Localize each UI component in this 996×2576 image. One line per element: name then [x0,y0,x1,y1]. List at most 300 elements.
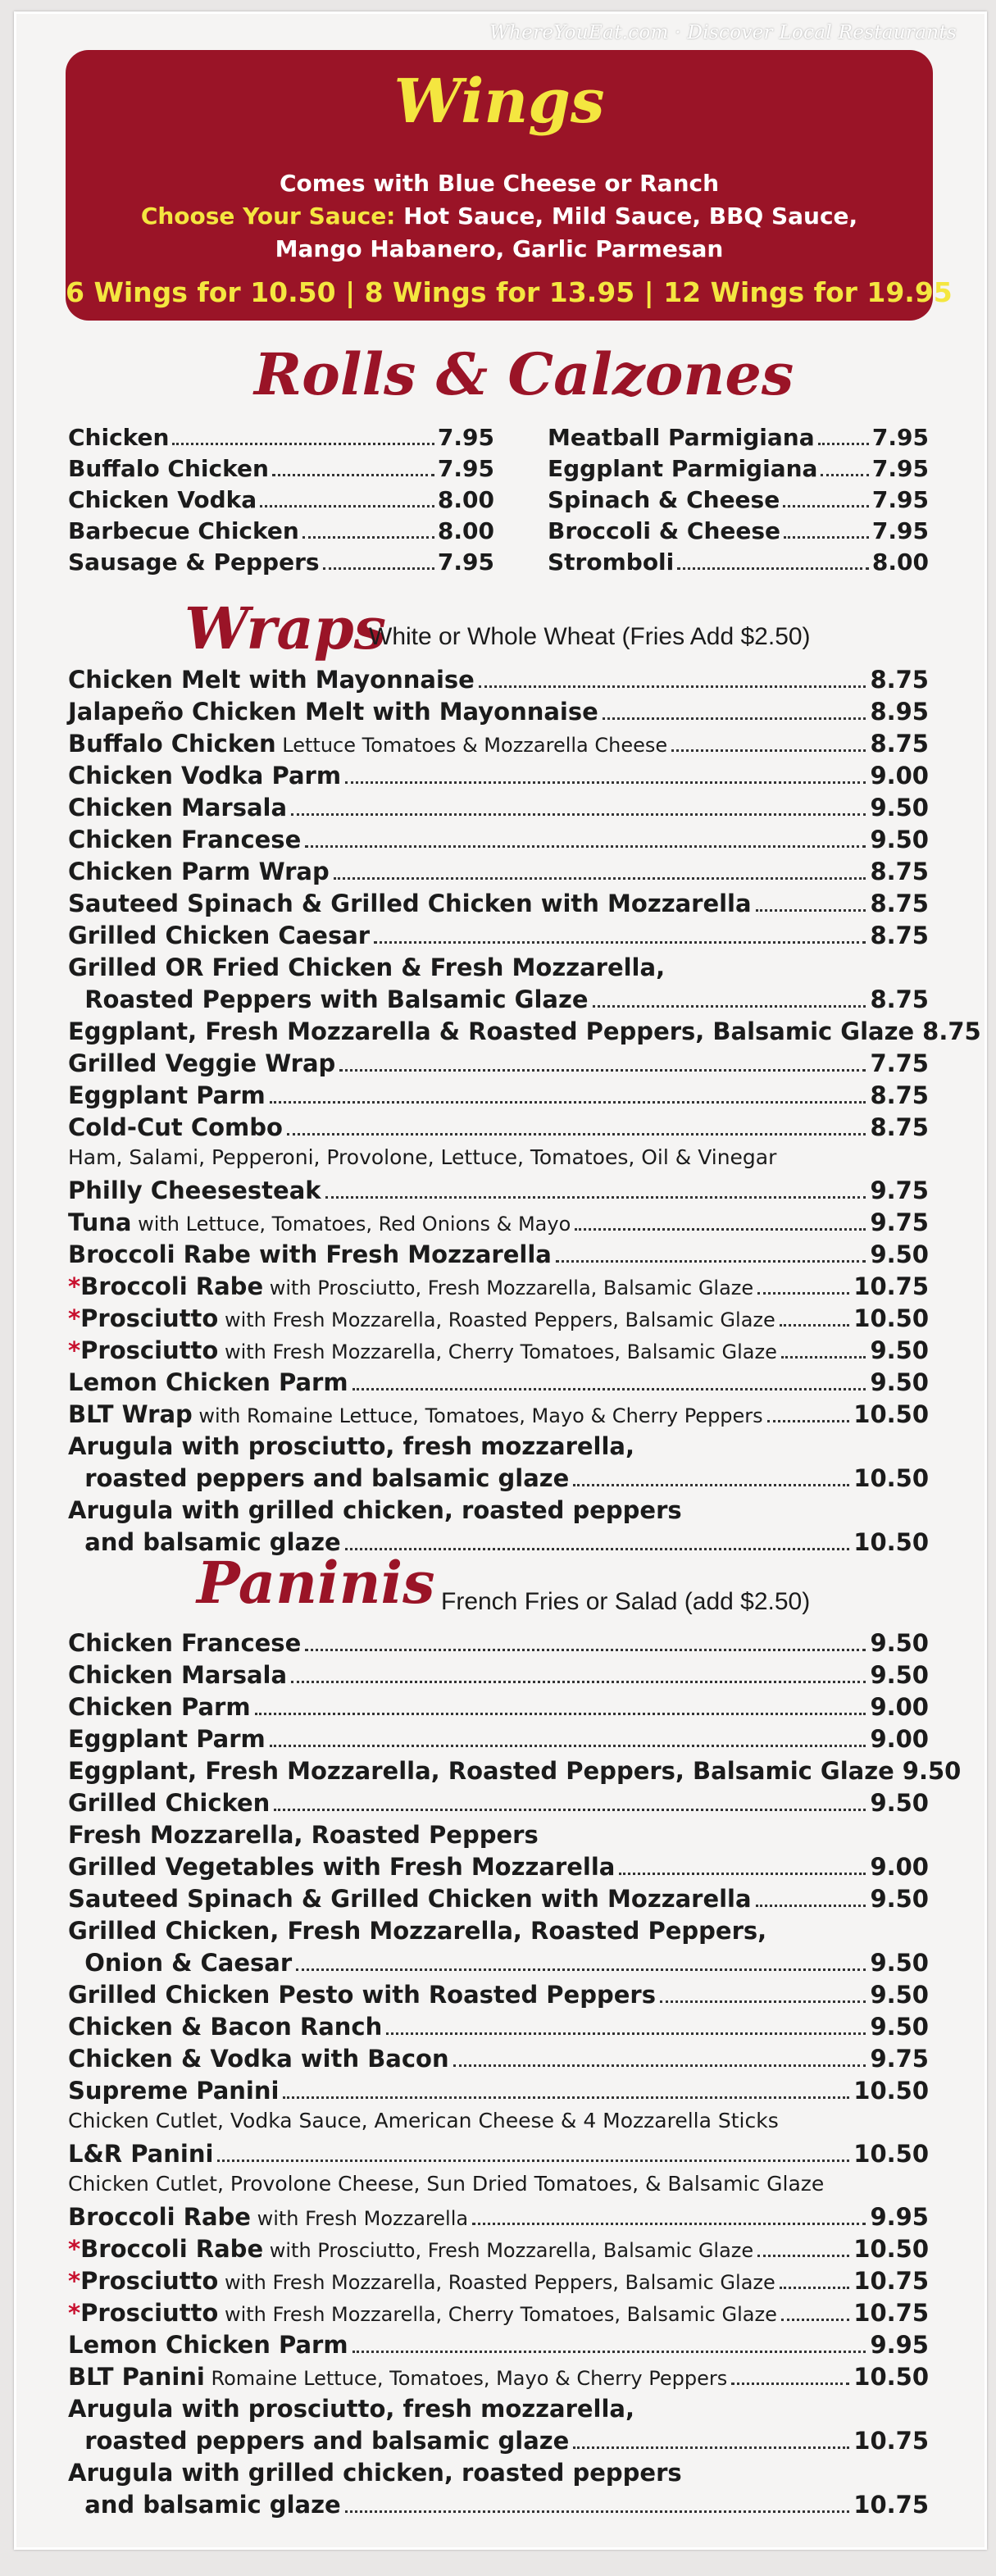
dot-leader [821,457,868,476]
dot-leader [305,1631,866,1651]
item-price: 8.75 [870,890,929,917]
dot-leader [334,859,866,880]
item-name: Chicken Vodka [68,486,257,513]
item-price: 9.50 [870,826,929,853]
dot-leader [731,2364,849,2385]
item-desc: with Prosciutto, Fresh Mozzarella, Balsamic Glaze [263,1277,754,1299]
item-name [68,1693,251,1721]
dot-leader [781,2301,849,2321]
item-title: Prosciutto [80,2299,219,2327]
item-title: Eggplant, Fresh Mozzarella, Roasted Peppers, Balsamic Glaze [68,1757,894,1785]
item-name [68,1949,292,1977]
item-name: Stromboli [548,548,675,576]
item-name: Spinach & Cheese [548,486,780,513]
item-name [68,2013,382,2041]
item-name [68,2077,279,2105]
item-price: 8.00 [437,517,494,544]
item-price: 9.50 [902,1757,962,1785]
item-title: Chicken Vodka Parm [68,762,342,790]
dot-leader [323,551,434,570]
item-name: Meatball Parmigiana [548,424,815,451]
item-name [68,794,287,821]
item-title: roasted peppers and balsamic glaze [68,2427,570,2455]
item-title: Grilled Chicken [68,1789,271,1817]
item-name [68,1113,283,1141]
item-title: Tuna [68,1208,132,1236]
dot-leader [270,1727,866,1747]
dot-leader [677,551,869,570]
menu-item [68,1017,981,1049]
menu-item [68,1176,929,1208]
menu-item [68,730,929,762]
dot-leader [573,1466,849,1486]
menu-item [68,424,494,455]
item-name [68,985,589,1013]
item-desc: Lettuce Tomatoes & Mozzarella Cheese [275,734,668,757]
wings-prices: 6 Wings for 10.50 | 8 Wings for 13.95 | 12 Wings for 19.95 [66,276,953,308]
item-title: Chicken Francese [68,826,302,853]
menu-item-line: Grilled Chicken, Fresh Mozzarella, Roasted Peppers, [68,1917,767,1945]
item-name [68,698,598,726]
item-price: 9.50 [870,1661,929,1689]
menu-item [68,1757,962,1789]
item-desc: with Lettuce, Tomatoes, Red Onions & Mayo [131,1213,571,1236]
item-price: 9.00 [870,1853,929,1881]
item-name [68,1176,321,1204]
item-price: 8.00 [437,486,494,513]
menu-item [68,1208,929,1240]
item-price: 7.95 [871,455,929,482]
menu-item [68,1049,929,1081]
item-price: 7.95 [437,424,494,451]
item-title: Chicken Francese [68,1629,302,1657]
dot-leader [757,2237,849,2257]
menu-item [68,1981,929,2013]
item-name [68,1464,569,1492]
item-price: 9.50 [870,1368,929,1396]
item-price: 9.00 [870,762,929,790]
menu-item [68,1629,929,1661]
menu-item [68,1789,929,1821]
dot-leader [472,2205,866,2225]
item-desc: with Fresh Mozzarella, Cherry Tomatoes, Balsamic Glaze [218,1340,777,1363]
item-name [68,2331,348,2359]
item-name [68,762,341,790]
item-title: Eggplant Parm [68,1081,266,1109]
item-price: 10.75 [853,2267,929,2295]
menu-item [68,666,929,698]
menu-item [68,1240,929,1272]
item-title: Chicken Marsala [68,794,288,821]
menu-item [68,1949,929,1981]
item-name [68,1661,287,1689]
item-price: 9.50 [870,1789,929,1817]
menu-item [68,1368,929,1400]
dot-leader [270,1083,866,1104]
item-title: Prosciutto [80,1336,219,1364]
item-price: 8.75 [922,1017,981,1045]
sauce-list: Hot Sauce, Mild Sauce, BBQ Sauce, [395,203,858,230]
item-title: Chicken & Bacon Ranch [68,2013,383,2041]
item-title: roasted peppers and balsamic glaze [68,1464,570,1492]
menu-item [68,1336,929,1368]
item-name [68,2267,775,2295]
item-price: 9.75 [870,2045,929,2073]
item-price: 9.95 [870,2331,929,2359]
item-title: Grilled Chicken Caesar [68,922,371,949]
rolls-right-list [548,424,929,588]
dot-leader [660,1982,866,2003]
dot-leader [172,426,434,445]
item-name [68,2045,449,2073]
menu-item [548,517,929,548]
item-ingredients: Chicken Cutlet, Vodka Sauce, American Cheese & 4 Mozzarella Sticks [68,2109,779,2132]
menu-item [68,1725,929,1757]
item-name [68,1336,777,1364]
wings-sauce-line-2: Mango Habanero, Garlic Parmesan [275,235,724,262]
dot-leader [619,1855,866,1875]
menu-item [68,922,929,953]
dot-leader [325,1178,866,1199]
sauce-label: Choose Your Sauce: [140,203,396,230]
item-name [68,2299,777,2327]
item-name [68,730,667,758]
menu-item [548,455,929,486]
item-title: Buffalo Chicken [68,730,276,758]
menu-item [68,1464,929,1496]
menu-item [68,2235,929,2267]
menu-item [68,548,494,580]
menu-item [548,548,929,580]
star-marker: * [68,1336,81,1364]
item-price: 8.00 [871,548,929,576]
menu-item [68,1081,929,1113]
item-price: 8.95 [870,698,929,726]
item-price: 10.50 [853,1528,929,1556]
star-marker: * [68,1304,81,1332]
wings-sauce-line [66,203,933,230]
menu-item [68,486,494,517]
menu-item [68,1272,929,1304]
item-title: Broccoli Rabe [80,2235,264,2263]
item-title: Supreme Panini [68,2077,280,2105]
dot-leader [217,2141,849,2162]
item-name [68,1017,914,1045]
dot-leader [671,731,866,752]
dot-leader [274,1791,866,1811]
menu-item [68,2013,929,2045]
item-price: 9.50 [870,2013,929,2041]
item-title: and balsamic glaze [68,1528,341,1556]
item-price: 10.50 [853,2235,929,2263]
item-price: 10.50 [853,1304,929,1332]
dot-leader [780,2269,850,2289]
item-title: BLT Panini [68,2363,205,2391]
menu-item [68,455,494,486]
item-desc: with Fresh Mozzarella, Cherry Tomatoes, Balsamic Glaze [218,2303,777,2326]
item-name [68,1789,270,1817]
item-title: Grilled Chicken Pesto with Roasted Peppers [68,1981,656,2009]
item-price: 9.75 [870,1176,929,1204]
dot-leader [352,2333,866,2353]
dot-leader [287,1115,866,1136]
item-price: 7.95 [871,424,929,451]
menu-item [68,2299,929,2331]
paninis-subtitle: French Fries or Salad (add $2.50) [441,1588,811,1615]
dot-leader [339,1051,866,1072]
menu-item-line: Arugula with prosciutto, fresh mozzarella, [68,1432,635,1460]
item-title: Lemon Chicken Parm [68,2331,348,2359]
menu-item [548,486,929,517]
item-title: Chicken Parm [68,1693,251,1721]
menu-item [68,517,494,548]
item-name [68,1885,752,1913]
item-name [68,922,370,949]
item-desc: with Romaine Lettuce, Tomatoes, Mayo & Cherry Peppers [192,1404,763,1427]
wraps-list [68,666,981,1560]
star-marker: * [68,2267,81,2295]
item-title: Chicken Marsala [68,1661,288,1689]
item-price: 9.50 [870,1336,929,1364]
item-price: 8.75 [870,922,929,949]
menu-item [68,2045,929,2077]
item-name [68,1757,894,1785]
menu-item [68,2140,929,2172]
item-price: 10.50 [853,2363,929,2391]
item-price: 9.75 [870,1208,929,1236]
item-title: Onion & Caesar [68,1949,293,1977]
star-marker: * [68,1272,81,1300]
item-name [68,2427,569,2455]
item-price: 8.75 [870,1113,929,1141]
item-title: Broccoli Rabe [68,2203,251,2231]
wraps-title: Wraps [184,594,387,662]
item-title: and balsamic glaze [68,2491,341,2519]
menu-item [68,2267,929,2299]
dot-leader [573,2428,849,2449]
item-title: Chicken Melt with Mayonnaise [68,666,475,694]
item-price: 7.95 [437,548,494,576]
item-desc: with Fresh Mozzarella [250,2207,469,2230]
menu-item [548,424,929,455]
menu-item [68,890,929,922]
dot-leader [345,1530,850,1550]
item-price: 9.00 [870,1693,929,1721]
item-price: 7.95 [437,455,494,482]
item-title: Jalapeño Chicken Melt with Mayonnaise [68,698,598,726]
item-price: 9.50 [870,1981,929,2009]
item-title: Broccoli Rabe [80,1272,264,1300]
item-name [68,2491,341,2519]
item-desc: with Fresh Mozzarella, Roasted Peppers, Balsamic Glaze [218,2271,775,2294]
menu-item [68,1853,929,1885]
item-name [68,858,330,885]
dot-leader [818,426,869,445]
dot-leader [302,520,434,539]
menu-item [68,826,929,858]
item-price: 7.75 [870,1049,929,1077]
item-title: Chicken Parm Wrap [68,858,330,885]
menu-item [68,698,929,730]
dot-leader [783,489,869,507]
item-title: Sauteed Spinach & Grilled Chicken with Mozzarella [68,890,752,917]
wings-dip-note: Comes with Blue Cheese or Ranch [279,170,720,197]
item-title: Cold-Cut Combo [68,1113,283,1141]
wraps-subtitle: White or Whole Wheat (Fries Add $2.50) [369,623,811,650]
dot-leader [291,1663,866,1683]
dot-leader [386,2014,866,2035]
dot-leader [756,891,866,912]
item-title: Eggplant Parm [68,1725,266,1753]
menu-item [68,858,929,890]
item-desc: Romaine Lettuce, Tomatoes, Mayo & Cherry Peppers [204,2367,728,2390]
dot-leader [374,923,866,944]
item-title: Grilled Vegetables with Fresh Mozzarella [68,1853,616,1881]
item-name [68,1049,335,1077]
item-name [68,1368,348,1396]
item-title: Sauteed Spinach & Grilled Chicken with Mozzarella [68,1885,752,1913]
menu-item [68,1400,929,1432]
item-price: 9.50 [870,1949,929,1977]
item-name [68,1853,615,1881]
dot-leader [575,1210,866,1231]
item-title: Roasted Peppers with Balsamic Glaze [68,985,589,1013]
item-price: 10.75 [853,1272,929,1300]
item-price: 8.75 [870,858,929,885]
menu-item [68,2427,929,2459]
item-name [68,826,301,853]
item-name [68,2363,727,2391]
dot-leader [345,2492,850,2513]
item-name [68,1725,266,1753]
item-name: Sausage & Peppers [68,548,320,576]
dot-leader [296,1950,866,1971]
item-name [68,1081,266,1109]
item-name [68,1304,775,1332]
dot-leader [593,987,866,1008]
item-title: Eggplant, Fresh Mozzarella & Roasted Peppers, Balsamic Glaze [68,1017,915,1045]
item-price: 8.75 [870,666,929,694]
item-price: 8.75 [870,1081,929,1109]
dot-leader [291,795,866,816]
paninis-title: Paninis [197,1549,435,1617]
menu-item [68,762,929,794]
dot-leader [453,2046,866,2067]
item-title: Lemon Chicken Parm [68,1368,348,1396]
dot-leader [305,827,866,848]
dot-leader [255,1695,866,1715]
item-title: Philly Cheesesteak [68,1176,321,1204]
menu-item [68,1693,929,1725]
menu-item [68,794,929,826]
item-price: 9.50 [870,1240,929,1268]
dot-leader [756,1886,866,1907]
item-price: 10.50 [853,2077,929,2105]
rolls-left-list [68,424,494,588]
item-price: 9.50 [870,1885,929,1913]
menu-item-line: Fresh Mozzarella, Roasted Peppers [68,1821,539,1849]
item-price: 10.50 [853,2140,929,2168]
item-title: BLT Wrap [68,1400,193,1428]
rolls-title: Rolls & Calzones [254,340,794,408]
item-name [68,2235,753,2263]
wings-panel [66,50,953,321]
menu-item [68,985,929,1017]
menu-page [14,11,987,2550]
item-name [68,1272,753,1300]
item-price: 10.75 [853,2299,929,2327]
item-ingredients: Chicken Cutlet, Provolone Cheese, Sun Dried Tomatoes, & Balsamic Glaze [68,2172,825,2196]
item-price: 10.50 [853,1464,929,1492]
item-price: 10.75 [853,2491,929,2519]
item-price: 9.00 [870,1725,929,1753]
item-price: 10.50 [853,1400,929,1428]
menu-item-line: Arugula with prosciutto, fresh mozzarella, [68,2395,635,2423]
item-name: Barbecue Chicken [68,517,299,544]
item-name [68,1629,301,1657]
dot-leader [345,763,866,784]
menu-item [68,2203,929,2235]
item-price: 7.95 [871,517,929,544]
item-desc: with Prosciutto, Fresh Mozzarella, Balsamic Glaze [263,2239,754,2262]
dot-leader [784,520,869,539]
menu-item [68,1304,929,1336]
dot-leader [780,1306,850,1327]
dot-leader [781,1338,866,1359]
watermark: WhereYouEat.com · Discover Local Restaurants [489,22,957,43]
item-name: Chicken [68,424,170,451]
dot-leader [757,1274,849,1295]
star-marker: * [68,2299,81,2327]
item-name [68,1981,656,2009]
dot-leader [603,699,866,720]
item-title: Grilled Veggie Wrap [68,1049,336,1077]
item-price: 9.95 [870,2203,929,2231]
wings-title: Wings [393,66,605,137]
dot-leader [479,667,866,688]
menu-item [68,2331,929,2363]
menu-item [68,2077,929,2109]
item-price: 9.50 [870,794,929,821]
menu-item [68,1661,929,1693]
item-name: Buffalo Chicken [68,455,269,482]
item-name [68,1208,571,1236]
item-price: 7.95 [871,486,929,513]
item-title: Chicken & Vodka with Bacon [68,2045,449,2073]
menu-item-line: Arugula with grilled chicken, roasted peppers [68,2459,682,2487]
dot-leader [272,457,434,476]
item-name [68,1240,552,1268]
item-name [68,2140,213,2168]
item-price: 10.75 [853,2427,929,2455]
menu-item [68,1113,929,1145]
item-title: L&R Panini [68,2140,214,2168]
item-price: 8.75 [870,730,929,758]
menu-item-line: Grilled OR Fried Chicken & Fresh Mozzarella, [68,953,666,981]
item-title: Broccoli Rabe with Fresh Mozzarella [68,1240,552,1268]
star-marker: * [68,2235,81,2263]
item-name [68,2203,468,2231]
menu-item [68,2363,929,2395]
item-ingredients: Ham, Salami, Pepperoni, Provolone, Lettuce, Tomatoes, Oil & Vinegar [68,1145,777,1169]
item-title: Prosciutto [80,1304,219,1332]
dot-leader [352,1370,866,1390]
dot-leader [260,489,434,507]
item-price: 9.50 [870,1629,929,1657]
item-name: Broccoli & Cheese [548,517,781,544]
item-name [68,666,475,694]
menu-item-line: Arugula with grilled chicken, roasted peppers [68,1496,682,1524]
